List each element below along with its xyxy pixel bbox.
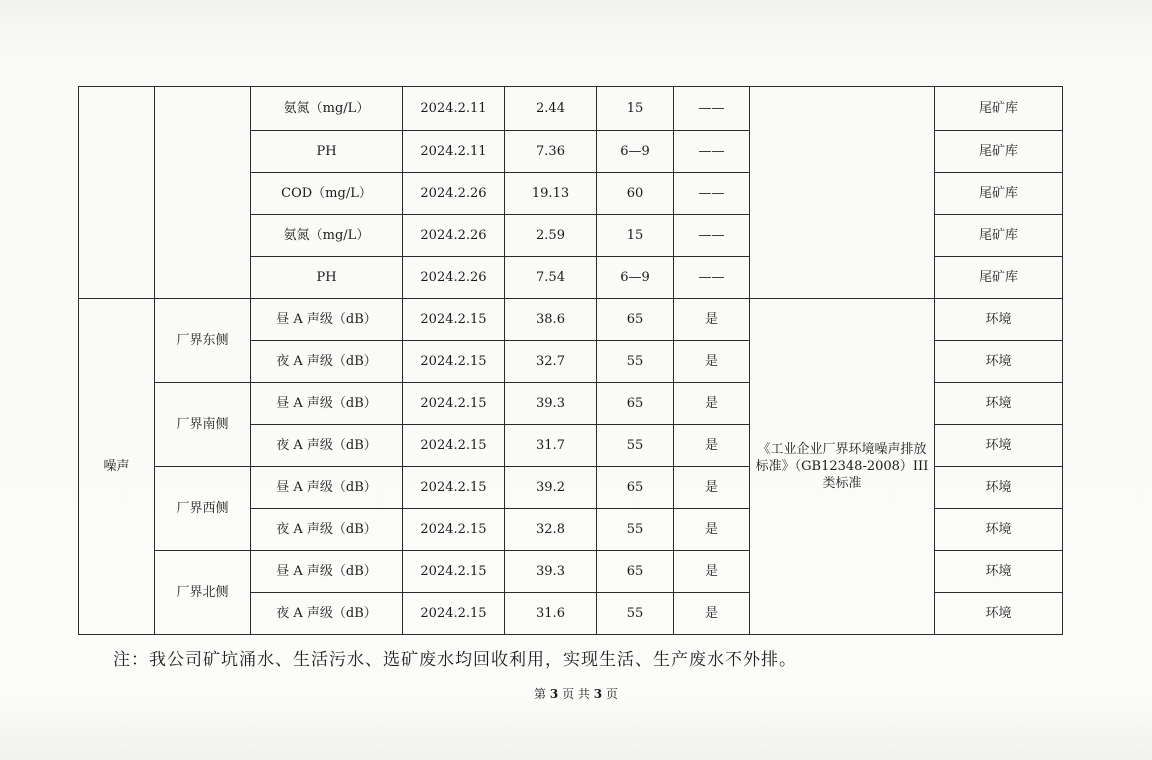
value-cell: 32.8 xyxy=(505,509,597,551)
date-cell: 2024.2.15 xyxy=(403,509,505,551)
value-cell: 31.6 xyxy=(505,593,597,635)
limit-cell: 65 xyxy=(597,551,674,593)
exceed-cell: 是 xyxy=(674,299,750,341)
position-cell-empty xyxy=(155,87,251,299)
location-cell: 尾矿库 xyxy=(935,257,1063,299)
monitoring-table xyxy=(78,86,1063,635)
exceed-cell: —— xyxy=(674,173,750,215)
value-cell: 7.36 xyxy=(505,131,597,173)
value-cell: 31.7 xyxy=(505,425,597,467)
exceed-cell: 是 xyxy=(674,509,750,551)
footer-suffix: 页 xyxy=(605,687,618,701)
value-cell: 7.54 xyxy=(505,257,597,299)
date-cell: 2024.2.15 xyxy=(403,467,505,509)
date-cell: 2024.2.15 xyxy=(403,383,505,425)
table-row xyxy=(79,299,1063,341)
location-cell: 尾矿库 xyxy=(935,131,1063,173)
limit-cell: 55 xyxy=(597,425,674,467)
location-cell: 尾矿库 xyxy=(935,173,1063,215)
date-cell: 2024.2.15 xyxy=(403,593,505,635)
total-page-number: 3 xyxy=(593,687,603,701)
value-cell: 38.6 xyxy=(505,299,597,341)
exceed-cell: 是 xyxy=(674,425,750,467)
value-cell: 2.44 xyxy=(505,87,597,131)
item-cell: COD（mg/L） xyxy=(251,173,403,215)
location-cell: 环境 xyxy=(935,425,1063,467)
date-cell: 2024.2.11 xyxy=(403,131,505,173)
position-cell: 厂界东侧 xyxy=(155,299,251,383)
exceed-cell: —— xyxy=(674,87,750,131)
item-cell: 昼 A 声级（dB） xyxy=(251,383,403,425)
location-cell: 环境 xyxy=(935,467,1063,509)
footer-prefix: 第 xyxy=(534,687,547,701)
exceed-cell: —— xyxy=(674,131,750,173)
date-cell: 2024.2.15 xyxy=(403,425,505,467)
location-cell: 环境 xyxy=(935,593,1063,635)
value-cell: 39.3 xyxy=(505,551,597,593)
date-cell: 2024.2.26 xyxy=(403,173,505,215)
date-cell: 2024.2.15 xyxy=(403,299,505,341)
category-cell: 噪声 xyxy=(79,299,155,635)
category-cell-empty xyxy=(79,87,155,299)
item-cell: PH xyxy=(251,257,403,299)
exceed-cell: 是 xyxy=(674,467,750,509)
position-cell: 厂界西侧 xyxy=(155,467,251,551)
footer-middle: 页 共 xyxy=(562,687,590,701)
item-cell: 昼 A 声级（dB） xyxy=(251,299,403,341)
exceed-cell: 是 xyxy=(674,383,750,425)
standard-cell: 《工业企业厂界环境噪声排放标准》（GB12348-2008）III类标准 xyxy=(750,299,935,635)
limit-cell: 65 xyxy=(597,467,674,509)
value-cell: 39.3 xyxy=(505,383,597,425)
date-cell: 2024.2.11 xyxy=(403,87,505,131)
limit-cell: 55 xyxy=(597,509,674,551)
location-cell: 环境 xyxy=(935,551,1063,593)
exceed-cell: —— xyxy=(674,257,750,299)
item-cell: 氨氮（mg/L） xyxy=(251,87,403,131)
limit-cell: 65 xyxy=(597,383,674,425)
limit-cell: 65 xyxy=(597,299,674,341)
item-cell: 昼 A 声级（dB） xyxy=(251,467,403,509)
date-cell: 2024.2.15 xyxy=(403,551,505,593)
exceed-cell: 是 xyxy=(674,551,750,593)
value-cell: 2.59 xyxy=(505,215,597,257)
item-cell: 昼 A 声级（dB） xyxy=(251,551,403,593)
limit-cell: 55 xyxy=(597,593,674,635)
location-cell: 尾矿库 xyxy=(935,87,1063,131)
item-cell: 夜 A 声级（dB） xyxy=(251,425,403,467)
location-cell: 环境 xyxy=(935,299,1063,341)
location-cell: 环境 xyxy=(935,509,1063,551)
limit-cell: 6—9 xyxy=(597,131,674,173)
position-cell: 厂界北侧 xyxy=(155,551,251,635)
value-cell: 39.2 xyxy=(505,467,597,509)
limit-cell: 55 xyxy=(597,341,674,383)
value-cell: 19.13 xyxy=(505,173,597,215)
item-cell: 夜 A 声级（dB） xyxy=(251,593,403,635)
exceed-cell: 是 xyxy=(674,341,750,383)
table-row xyxy=(79,87,1063,131)
date-cell: 2024.2.26 xyxy=(403,257,505,299)
current-page-number: 3 xyxy=(549,687,559,701)
item-cell: 夜 A 声级（dB） xyxy=(251,341,403,383)
position-cell: 厂界南侧 xyxy=(155,383,251,467)
limit-cell: 15 xyxy=(597,215,674,257)
item-cell: 氨氮（mg/L） xyxy=(251,215,403,257)
location-cell: 环境 xyxy=(935,383,1063,425)
exceed-cell: 是 xyxy=(674,593,750,635)
limit-cell: 15 xyxy=(597,87,674,131)
value-cell: 32.7 xyxy=(505,341,597,383)
item-cell: 夜 A 声级（dB） xyxy=(251,509,403,551)
limit-cell: 6—9 xyxy=(597,257,674,299)
date-cell: 2024.2.26 xyxy=(403,215,505,257)
footnote: 注：我公司矿坑涌水、生活污水、选矿废水均回收利用，实现生活、生产废水不外排。 xyxy=(113,650,797,670)
item-cell: PH xyxy=(251,131,403,173)
exceed-cell: —— xyxy=(674,215,750,257)
limit-cell: 60 xyxy=(597,173,674,215)
standard-cell-empty xyxy=(750,87,935,299)
location-cell: 环境 xyxy=(935,341,1063,383)
date-cell: 2024.2.15 xyxy=(403,341,505,383)
location-cell: 尾矿库 xyxy=(935,215,1063,257)
page-footer xyxy=(0,685,1152,702)
